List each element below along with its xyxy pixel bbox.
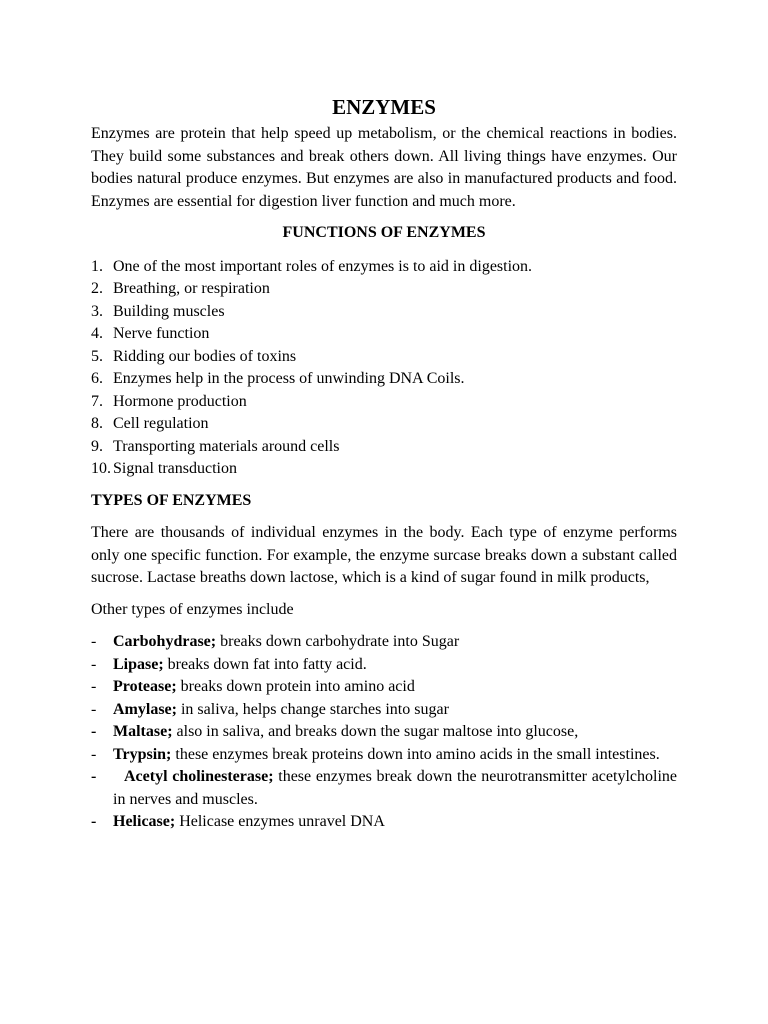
list-item-text: Cell regulation	[113, 415, 209, 432]
list-number: 2.	[91, 280, 103, 297]
enzyme-description: breaks down carbohydrate into Sugar	[216, 633, 460, 650]
list-dash: -	[91, 768, 97, 785]
list-number: 3.	[91, 302, 103, 320]
enzyme-description: also in saliva, and breaks down the sugar maltose into glucose,	[172, 723, 579, 740]
list-item-text: Nerve function	[113, 325, 210, 342]
enzyme-term: Acetyl cholinesterase;	[124, 768, 274, 785]
types-heading: TYPES OF ENZYMES	[91, 491, 252, 509]
list-number: 1.	[91, 257, 103, 275]
list-item	[91, 744, 677, 767]
enzyme-term: Carbohydrase;	[113, 633, 217, 650]
list-item	[91, 391, 677, 414]
enzyme-description: these enzymes break proteins down into amino acids in the small intestines.	[171, 745, 660, 763]
types-list	[91, 631, 677, 834]
document-title: ENZYMES	[332, 95, 436, 119]
list-item	[91, 458, 677, 481]
list-dash: -	[91, 633, 97, 650]
list-item-text: One of the most important roles of enzymes is to aid in digestion.	[113, 257, 533, 275]
enzyme-term: Protease;	[113, 678, 177, 695]
list-item	[91, 413, 677, 436]
list-item-text: Building muscles	[113, 302, 225, 320]
list-item	[91, 676, 677, 699]
list-number: 4.	[91, 325, 103, 342]
list-item	[91, 346, 677, 369]
list-dash: -	[91, 678, 97, 695]
enzyme-term: Trypsin;	[113, 745, 172, 763]
list-dash: -	[91, 723, 97, 740]
list-item	[91, 654, 677, 677]
list-item	[91, 699, 677, 722]
list-item-text: Hormone production	[113, 392, 247, 410]
enzyme-description: breaks down protein into amino acid	[176, 678, 415, 695]
list-dash: -	[91, 745, 97, 763]
list-item-text: Enzymes help in the process of unwinding DNA Coils.	[113, 370, 465, 387]
list-item-text: Ridding our bodies of toxins	[113, 347, 297, 365]
list-item	[91, 301, 677, 324]
list-dash: -	[91, 700, 97, 718]
enzyme-description: breaks down fat into fatty acid.	[163, 655, 367, 673]
list-item-text: Breathing, or respiration	[113, 280, 270, 297]
list-dash: -	[91, 813, 97, 830]
list-item	[91, 368, 677, 391]
functions-list	[91, 256, 677, 481]
list-number: 10.	[91, 460, 111, 477]
intro-paragraph: Enzymes are protein that help speed up metabolism, or the chemical reactions in bodies. They build some substances and break others down. All living things have enzymes. Our bodies natural produce enzymes. But enzymes are also in manufactured products and food. Enzymes are essential for digestion liver function and much more.	[91, 125, 677, 210]
enzyme-description: Helicase enzymes unravel DNA	[175, 813, 385, 830]
list-item	[91, 721, 677, 744]
enzyme-description: these enzymes break down the neurotransmitter acetylcholine in nerves and muscles.	[113, 768, 677, 808]
enzyme-term: Amylase;	[113, 700, 177, 718]
enzyme-term: Helicase;	[113, 813, 176, 830]
list-item	[91, 811, 677, 834]
types-paragraph: There are thousands of individual enzymes in the body. Each type of enzyme performs only one specific function. For example, the enzyme surcase breaks down a substant called sucrose. Lactase breaths down lactose, which is a kind of sugar found in milk products,	[91, 524, 677, 586]
enzyme-description: in saliva, helps change starches into sugar	[176, 700, 449, 718]
enzyme-term: Lipase;	[113, 655, 164, 673]
list-number: 7.	[91, 392, 103, 410]
list-number: 5.	[91, 347, 103, 365]
list-number: 9.	[91, 437, 103, 455]
list-number: 6.	[91, 370, 103, 387]
enzyme-term: Maltase;	[113, 723, 173, 740]
list-item	[91, 631, 677, 654]
list-item	[91, 436, 677, 459]
document-page	[91, 93, 677, 834]
list-dash: -	[91, 655, 97, 673]
other-types-intro: Other types of enzymes include	[91, 600, 294, 618]
list-item	[91, 766, 677, 811]
list-number: 8.	[91, 415, 103, 432]
list-item	[91, 323, 677, 346]
list-item-text: Signal transduction	[113, 460, 237, 477]
functions-heading: FUNCTIONS OF ENZYMES	[282, 224, 486, 241]
list-item	[91, 256, 677, 279]
list-item-text: Transporting materials around cells	[113, 437, 340, 455]
list-item	[91, 278, 677, 301]
